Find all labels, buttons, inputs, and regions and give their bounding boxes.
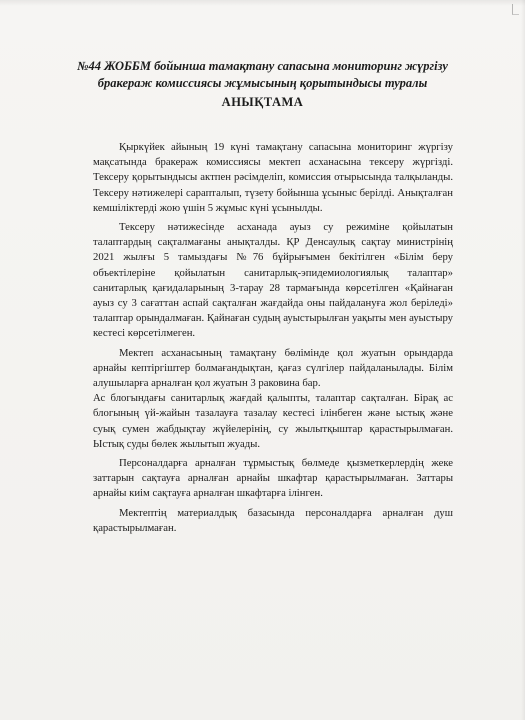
page-corner-mark [512, 4, 519, 15]
paragraph-staff-shower: Мектептің материалдық базасында персоналдарға арналған душ қарастырылмаған. [93, 506, 453, 534]
paragraph-kitchen-sanitary: Ас блогындағы санитарлық жағдай қалыпты, талаптар сақталған. Бірақ ас блогының үй-жайын тазалауға тазалау кестесі ілінбеген және ыстық және суық сумен жабдықтау жүйелерінің, су жылытқыштар қарастырылмаған. Ыстық суды бөлек жылытып жуады. [93, 392, 453, 450]
paragraph-hand-washing: Мектеп асханасының тамақтану бөлімінде қол жуатын орындарда арнайы кептіргіштер болмағандықтан, қағаз сүлгілер пайдаланылады. Білім алушыларға арналған қол жуатын 3 раковина бар. [93, 346, 453, 390]
paragraph-inspection-summary: Қыркүйек айының 19 күні тамақтану сапасына мониторинг жүргізу мақсатында бракераж комиссиясы мектеп асханасына тексеру жүргізді. Тексеру қорытындысы актпен рәсімделіп, комиссия отырысында талқыланды. Тексеру нәтижелері сарапталып, түзету бойынша ұсыныс берілді. Анықталған кемшіліктерді жою үшін 5 жұмыс күні ұсынылды. [93, 141, 453, 214]
scan-shadow-right [521, 0, 525, 720]
paragraph-staff-room: Персоналдарға арналған тұрмыстық бөлмеде қызметкерлердің жеке заттарын сақтауға арналған арнайы шкафтар қарастырылмаған. Заттары арнайы киім сақтауға арналған шкафтарға ілінген. [93, 457, 453, 500]
scan-shadow-top [0, 0, 525, 6]
document-title [60, 58, 465, 92]
document-title-line-1: №44 ЖОББМ бойынша тамақтану сапасына мониторинг жүргізу [77, 59, 448, 73]
paragraph-drinking-water: Тексеру нәтижесінде асханада ауыз су режиміне қойылатын талаптардың сақталмағаны анықталды. ҚР Денсаулық сақтау министрінің 2021 жылғы 5 тамыздағы №76 бұйрығымен бекітілген «Білім беру объектілеріне қойылатын санитарлық-эпидемиологиялық талаптар» санитарлық қағидаларының 3-тарау 28 тармағында көрсетілген «Қайнаған ауыз су 3 сағаттан аспай сақталған жағдайда оны пайдалануға жол беріледі» талаптар орындалмаған. Қайнаған судың ауыстырылған уақыты мен ауыстыру кестесі көрсетілмеген. [93, 221, 453, 340]
document-heading: АНЫҚТАМА [221, 95, 304, 109]
document-title-line-2: бракераж комиссиясы жұмысының қорытындысы туралы [97, 76, 428, 90]
document-body [93, 140, 453, 536]
